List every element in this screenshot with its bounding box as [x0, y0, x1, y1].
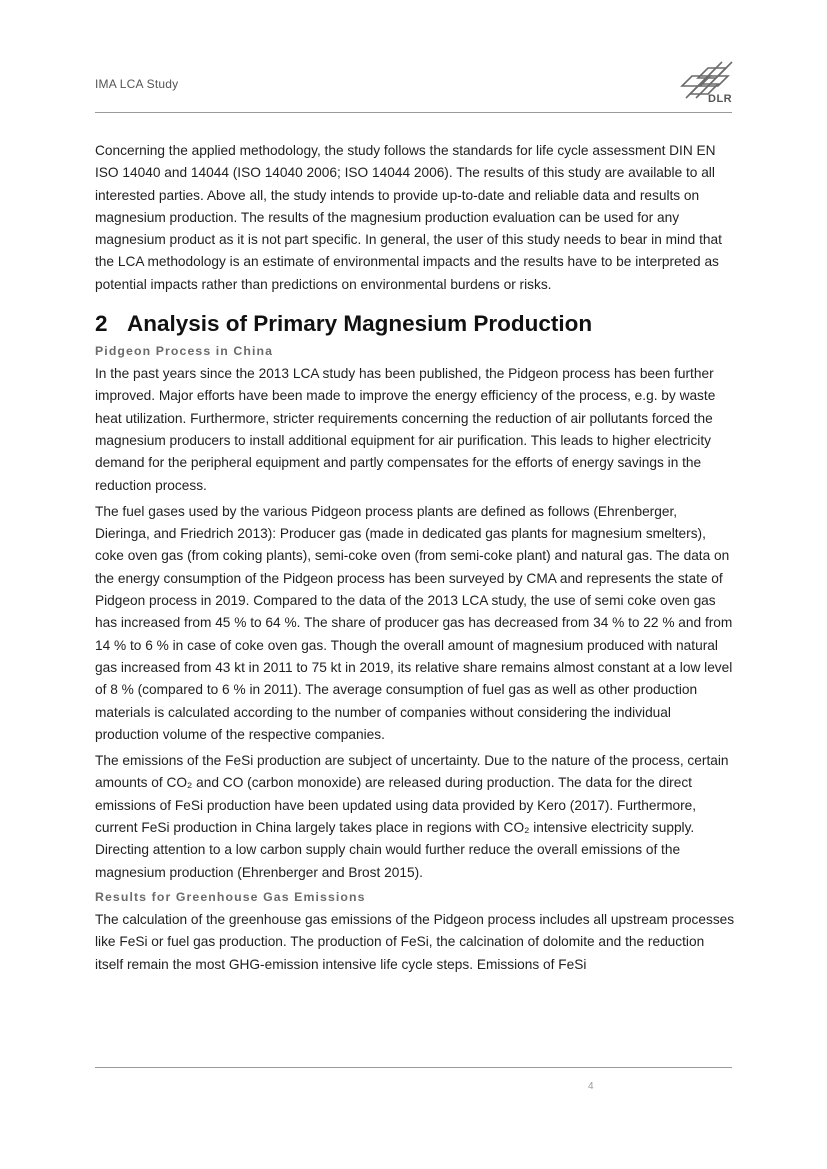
page-number: 4	[588, 1081, 594, 1092]
section-heading	[95, 310, 735, 338]
paragraph-ghg-calculation: The calculation of the greenhouse gas emissions of the Pidgeon process includes all upstream processes like FeSi or fuel gas production. The production of FeSi, the calcination of dolomite and the reduction itself remain the most GHG-emission intensive life cycle steps. Emissions of FeSi	[95, 911, 735, 972]
subsection-heading-ghg: Results for Greenhouse Gas Emissions	[95, 889, 366, 904]
section-number: 2	[95, 311, 108, 337]
footer-divider	[95, 1067, 732, 1068]
intro-paragraph: Concerning the applied methodology, the study follows the standards for life cycle assessment DIN EN ISO 14040 and 14044 (ISO 14040 2006; ISO 14044 2006). The results of this study are available to all interested parties. Above all, the study intends to provide up-to-date and reliable data and results on magnesium production. The results of the magnesium production evaluation can be used for any magnesium product as it is not part specific. In general, the user of this study needs to bear in mind that the LCA methodology is an estimate of environmental impacts and the results have to be interpreted as potential impacts rather than predictions on environmental burdens or risks.	[95, 143, 722, 292]
header-title: IMA LCA Study	[95, 77, 179, 91]
subsection-heading-pidgeon: Pidgeon Process in China	[95, 344, 274, 359]
paragraph-fuel-gases: The fuel gases used by the various Pidgeon process plants are defined as follows (Ehrenberger, Dieringa, and Friedrich 2013): Producer gas (made in dedicated gas plants for magnesium smelters), coke oven gas (from coking plants), semi-coke oven (from semi-coke plant) and natural gas. The data on the energy consumption of the Pidgeon process has been surveyed by CMA and represents the state of Pidgeon process in 2019. Compared to the data of the 2013 LCA study, the use of semi coke oven gas has increased from 45 % to 64 %. The share of producer gas has decreased from 34 % to 22 % and from 14 % to 6 % in case of coke oven gas. Though the overall amount of magnesium produced with natural gas increased from 43 kt in 2011 to 75 kt in 2019, its relative share remains almost constant at a low level of 8 % (compared to 6 % in 2011). The average consumption of fuel gas as well as other production materials is calculated according to the number of companies without considering the individual production volume of the respective companies.	[95, 503, 733, 742]
paragraph-fesi-emissions: The emissions of the FeSi production are subject of uncertainty. Due to the nature of the process, certain amounts of CO₂ and CO (carbon monoxide) are released during production. The data for the direct emissions of FeSi production have been updated using data provided by Kero (2017). Furthermore, current FeSi production in China largely takes place in regions with CO₂ intensive electricity supply. Directing attention to a low carbon supply chain would further reduce the overall emissions of the magnesium production (Ehrenberger and Brost 2015).	[95, 753, 729, 880]
header-divider	[95, 112, 732, 113]
paragraph-pidgeon-improvements: In the past years since the 2013 LCA study has been published, the Pidgeon process has been further improved. Major efforts have been made to improve the energy efficiency of the process, e.g. by waste heat utilization. Furthermore, stricter requirements concerning the reduction of air pollutants forced the magnesium producers to install additional equipment for air purification. This leads to higher electricity demand for the peripheral equipment and partly compensates for the efforts of energy savings in the reduction process.	[95, 366, 716, 493]
section-title: Analysis of Primary Magnesium Production	[127, 311, 593, 337]
main-content	[95, 140, 735, 980]
logo-label: DLR	[708, 93, 733, 105]
